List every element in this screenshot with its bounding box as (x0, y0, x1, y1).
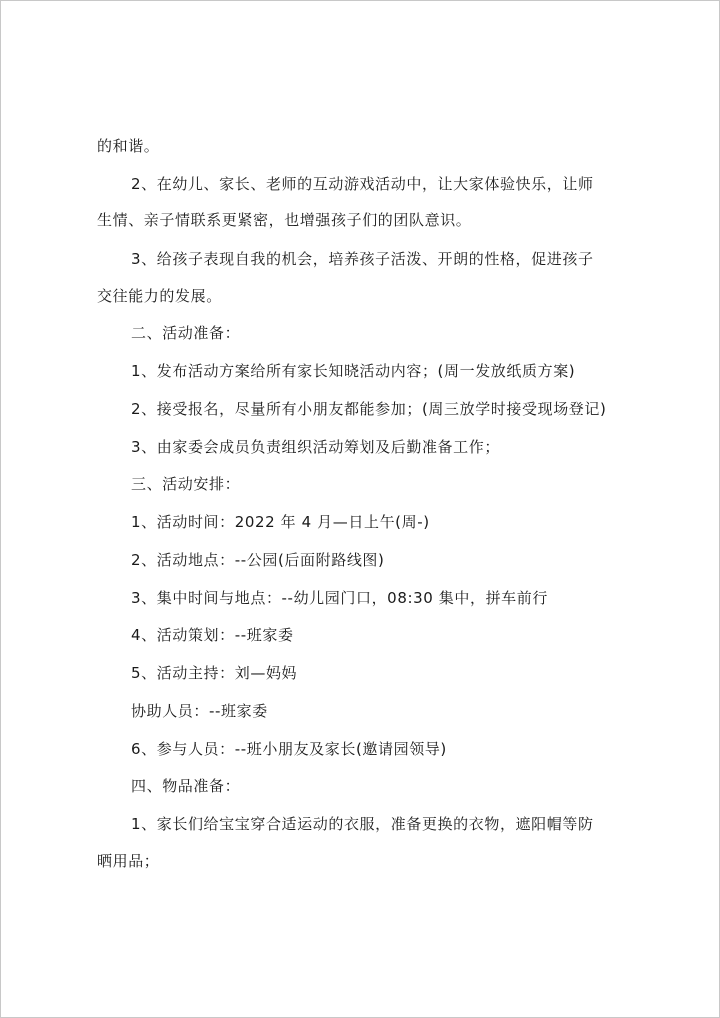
text-line: 1、发布活动方案给所有家长知晓活动内容；(周一发放纸质方案) (131, 362, 576, 380)
text-line: 1、活动时间：2022 年 4 月—日上午(周-) (131, 513, 430, 531)
text-line: 4、活动策划：--班家委 (131, 626, 294, 644)
text-line: 2、活动地点：--公园(后面附路线图) (131, 551, 385, 569)
text-line: 6、参与人员：--班小朋友及家长(邀请园领导) (131, 740, 447, 758)
section-heading: 四、物品准备： (131, 777, 241, 795)
text-line: 协助人员：--班家委 (131, 702, 268, 720)
text-line: 3、由家委会成员负责组织活动筹划及后勤准备工作； (131, 438, 500, 456)
text-line: 生情、亲子情联系更紧密，也增强孩子们的团队意识。 (97, 211, 472, 229)
text-line: 晒用品； (97, 852, 160, 870)
text-line: 交往能力的发展。 (97, 287, 222, 305)
section-heading: 二、活动准备： (131, 324, 241, 342)
text-line: 2、接受报名，尽量所有小朋友都能参加；(周三放学时接受现场登记) (131, 400, 607, 418)
text-line: 的和谐。 (97, 137, 160, 155)
text-line: 3、给孩子表现自我的机会，培养孩子活泼、开朗的性格，促进孩子 (131, 250, 594, 268)
text-line: 2、在幼儿、家长、老师的互动游戏活动中，让大家体验快乐，让师 (131, 175, 594, 193)
text-line: 3、集中时间与地点：--幼儿园门口，08:30 集中，拼车前行 (131, 589, 548, 607)
text-line: 1、家长们给宝宝穿合适运动的衣服，准备更换的衣物，遮阳帽等防 (131, 815, 594, 833)
text-line: 5、活动主持：刘—妈妈 (131, 664, 298, 682)
section-heading: 三、活动安排： (131, 475, 241, 493)
